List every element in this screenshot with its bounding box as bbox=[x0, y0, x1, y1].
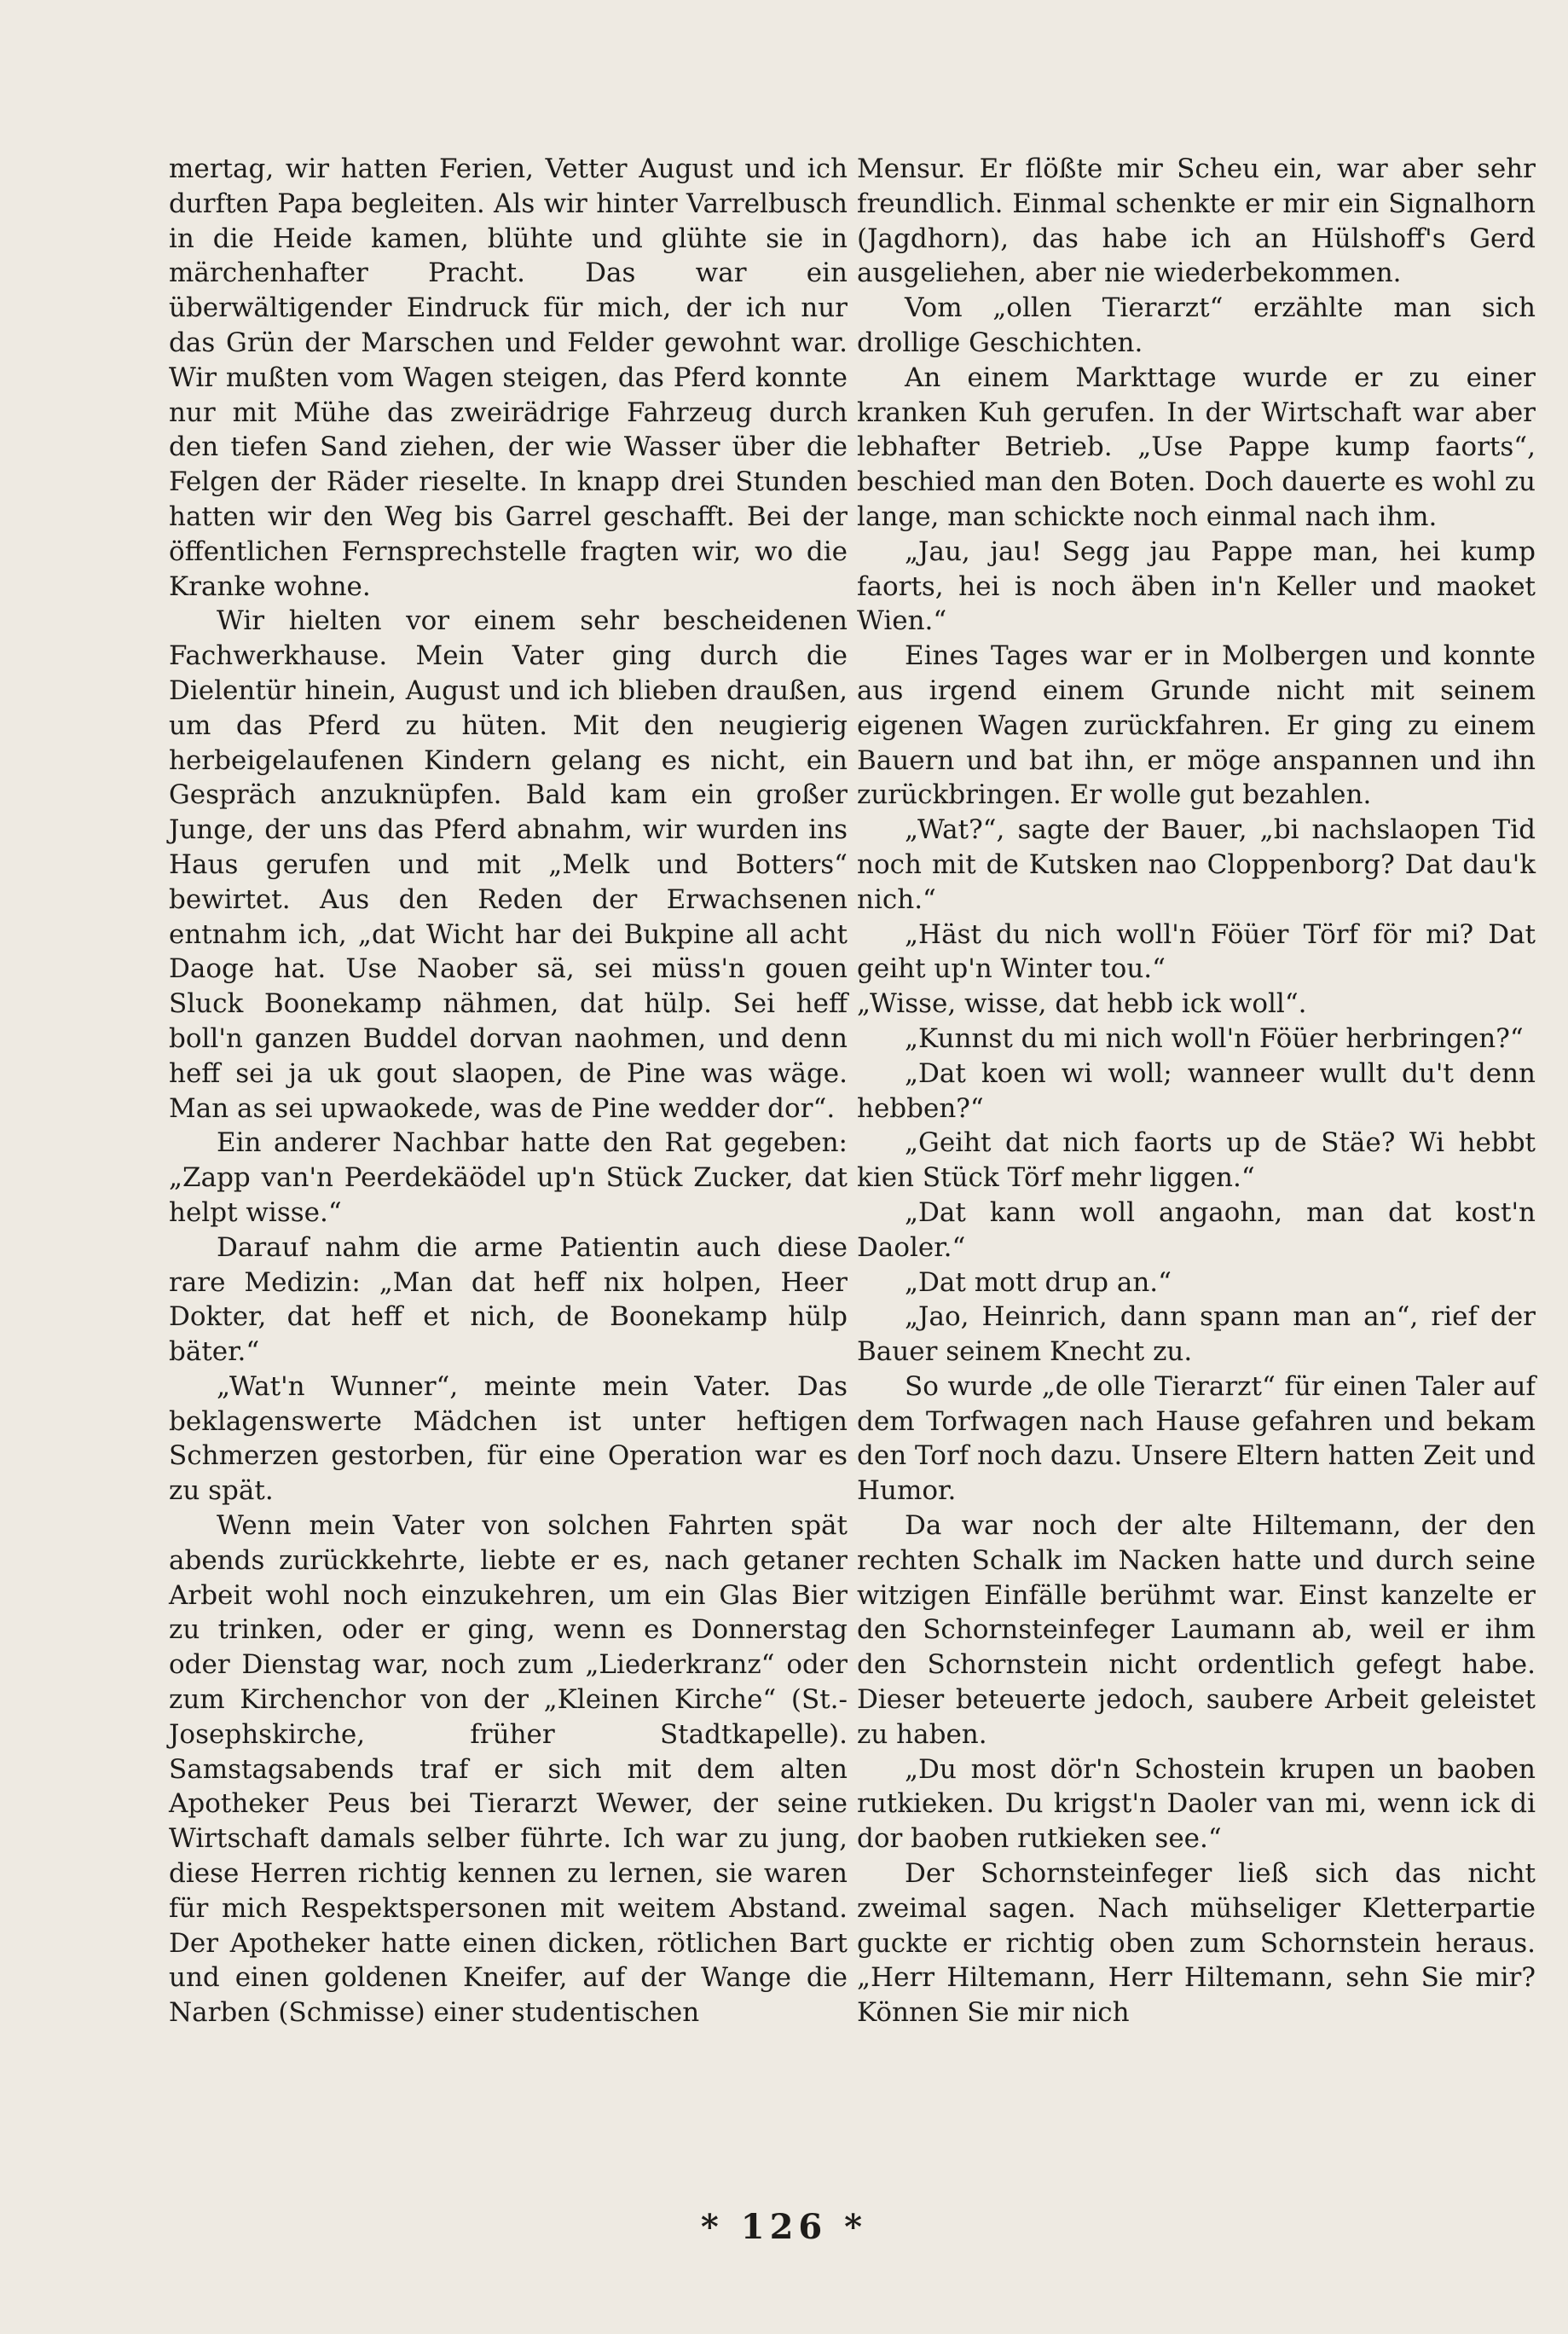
paragraph: „Geiht dat nich faorts up de Stäe? Wi hebbt kien Stück Törf mehr liggen.“ bbox=[857, 1127, 1536, 1194]
paragraph: „Wat?“, sagte der Bauer, „bi nachslaopen Tid noch mit de Kutsken nao Cloppenborg? Dat dau'k nich.“ bbox=[857, 814, 1536, 915]
paragraph: „Dat koen wi woll; wanneer wullt du't denn hebben?“ bbox=[857, 1057, 1536, 1124]
paragraph: „Wisse, wisse, dat hebb ick woll“. bbox=[857, 988, 1307, 1020]
left-column bbox=[169, 152, 848, 2030]
paragraph: mertag, wir hatten Ferien, Vetter August und ich durften Papa begleiten. Als wir hinter Varrelbusch in die Heide kamen, blühte und glühte sie in märchenhafter Pracht. Das war ein überwältigender Eindruck für mich, der ich nur das Grün der Marschen und Felder gewohnt war. Wir mußten vom Wagen steigen, das Pferd konnte nur mit Mühe das zweirädrige Fahrzeug durch den tiefen Sand ziehen, der wie Wasser über die Felgen der Räder rieselte. In knapp drei Stunden hatten wir den Weg bis Garrel geschafft. Bei der öffentlichen Fernsprechstelle fragten wir, wo die Kranke wohne. bbox=[169, 153, 848, 602]
page-number: * 126 * bbox=[700, 2207, 868, 2247]
paragraph: Mensur. Er flößte mir Scheu ein, war aber sehr freundlich. Einmal schenkte er mir ein Signalhorn (Jagdhorn), das habe ich an Hülshoff's Gerd ausgeliehen, aber nie wiederbekommen. bbox=[857, 153, 1536, 289]
paragraph: „Dat mott drup an.“ bbox=[905, 1266, 1172, 1298]
paragraph: Eines Tages war er in Molbergen und konnte aus irgend einem Grunde nicht mit seinem eigenen Wagen zurückfahren. Er ging zu einem Bauern und bat ihn, er möge anspannen und ihn zurückbringen. Er wolle gut bezahlen. bbox=[857, 640, 1536, 811]
paragraph: Darauf nahm die arme Patientin auch diese rare Medizin: „Man dat heff nix holpen, Heer Dokter, dat heff et nich, de Boonekamp hülp bäter.“ bbox=[169, 1231, 848, 1368]
paragraph: „Wat'n Wunner“, meinte mein Vater. Das beklagenswerte Mädchen ist unter heftigen Schmerzen gestorben, für eine Operation war es zu spät. bbox=[169, 1370, 848, 1507]
paragraph: „Kunnst du mi nich woll'n Föüer herbringen?“ bbox=[905, 1022, 1524, 1054]
paragraph: Wenn mein Vater von solchen Fahrten spät abends zurückkehrte, liebte er es, nach getaner Arbeit wohl noch einzukehren, um ein Glas Bier zu trinken, oder er ging, wenn es Donnerstag oder Dienstag war, noch zum „Liederkranz“ oder zum Kirchenchor von der „Kleinen Kirche“ (St.-Josephskirche, früher Stadtkapelle). Samstagsabends traf er sich mit dem alten Apotheker Peus bei Tierarzt Wewer, der seine Wirtschaft damals selber führte. Ich war zu jung, diese Herren richtig kennen zu lernen, sie waren für mich Respektspersonen mit weitem Abstand. Der Apotheker hatte einen dicken, rötlichen Bart und einen goldenen Kneifer, auf der Wange die Narben (Schmisse) einer studentischen bbox=[169, 1510, 848, 2029]
paragraph: An einem Markttage wurde er zu einer kranken Kuh gerufen. In der Wirtschaft war aber lebhafter Betrieb. „Use Pappe kump faorts“, beschied man den Boten. Doch dauerte es wohl zu lange, man schickte noch einmal nach ihm. bbox=[857, 362, 1536, 532]
paragraph: Ein anderer Nachbar hatte den Rat gegeben: „Zapp van'n Peerdekäödel up'n Stück Zucker, dat helpt wisse.“ bbox=[169, 1127, 848, 1228]
paragraph: „Jao, Heinrich, dann spann man an“, rief der Bauer seinem Knecht zu. bbox=[857, 1301, 1536, 1368]
paragraph: „Jau, jau! Segg jau Pappe man, hei kump faorts, hei is noch äben in'n Keller und maoket Wien.“ bbox=[857, 536, 1536, 637]
paragraph: So wurde „de olle Tierarzt“ für einen Taler auf dem Torfwagen nach Hause gefahren und bekam den Torf noch dazu. Unsere Eltern hatten Zeit und Humor. bbox=[857, 1370, 1536, 1507]
paragraph: Da war noch der alte Hiltemann, der den rechten Schalk im Nacken hatte und durch seine witzigen Einfälle berühmt war. Einst kanzelte er den Schornsteinfeger Laumann ab, weil er ihm den Schornstein nicht ordentlich gefegt habe. Dieser beteuerte jedoch, saubere Arbeit geleistet zu haben. bbox=[857, 1510, 1536, 1750]
paragraph: Vom „ollen Tierarzt“ erzählte man sich drollige Geschichten. bbox=[857, 292, 1536, 358]
paragraph: „Häst du nich woll'n Föüer Törf för mi? Dat geiht up'n Winter tou.“ bbox=[857, 918, 1536, 985]
paragraph: Wir hielten vor einem sehr bescheidenen Fachwerkhause. Mein Vater ging durch die Dielentür hinein, August und ich blieben draußen, um das Pferd zu hüten. Mit den neugierig herbeigelaufenen Kindern gelang es nicht, ein Gespräch anzuknüpfen. Bald kam ein großer Junge, der uns das Pferd abnahm, wir wurden ins Haus gerufen und mit „Melk und Botters“ bewirtet. Aus den Reden der Erwachsenen entnahm ich, „dat Wicht har dei Bukpine all acht Daoge hat. Use Naober sä, sei müss'n gouen Sluck Boonekamp nähmen, dat hülp. Sei heff boll'n ganzen Buddel dorvan naohmen, und denn heff sei ja uk gout slaopen, de Pine was wäge. Man as sei upwaokede, was de Pine wedder dor“. bbox=[169, 605, 848, 1124]
right-column bbox=[857, 152, 1536, 2030]
paragraph: „Du most dör'n Schostein krupen un baoben rutkieken. Du krigst'n Daoler van mi, wenn ick di dor baoben rutkieken see.“ bbox=[857, 1753, 1536, 1855]
paragraph: Der Schornsteinfeger ließ sich das nicht zweimal sagen. Nach mühseliger Kletterpartie guckte er richtig oben zum Schornstein heraus. „Herr Hiltemann, Herr Hiltemann, sehn Sie mir? Können Sie mir nich bbox=[857, 1858, 1536, 2029]
paragraph: „Dat kann woll angaohn, man dat kost'n Daoler.“ bbox=[857, 1196, 1536, 1263]
